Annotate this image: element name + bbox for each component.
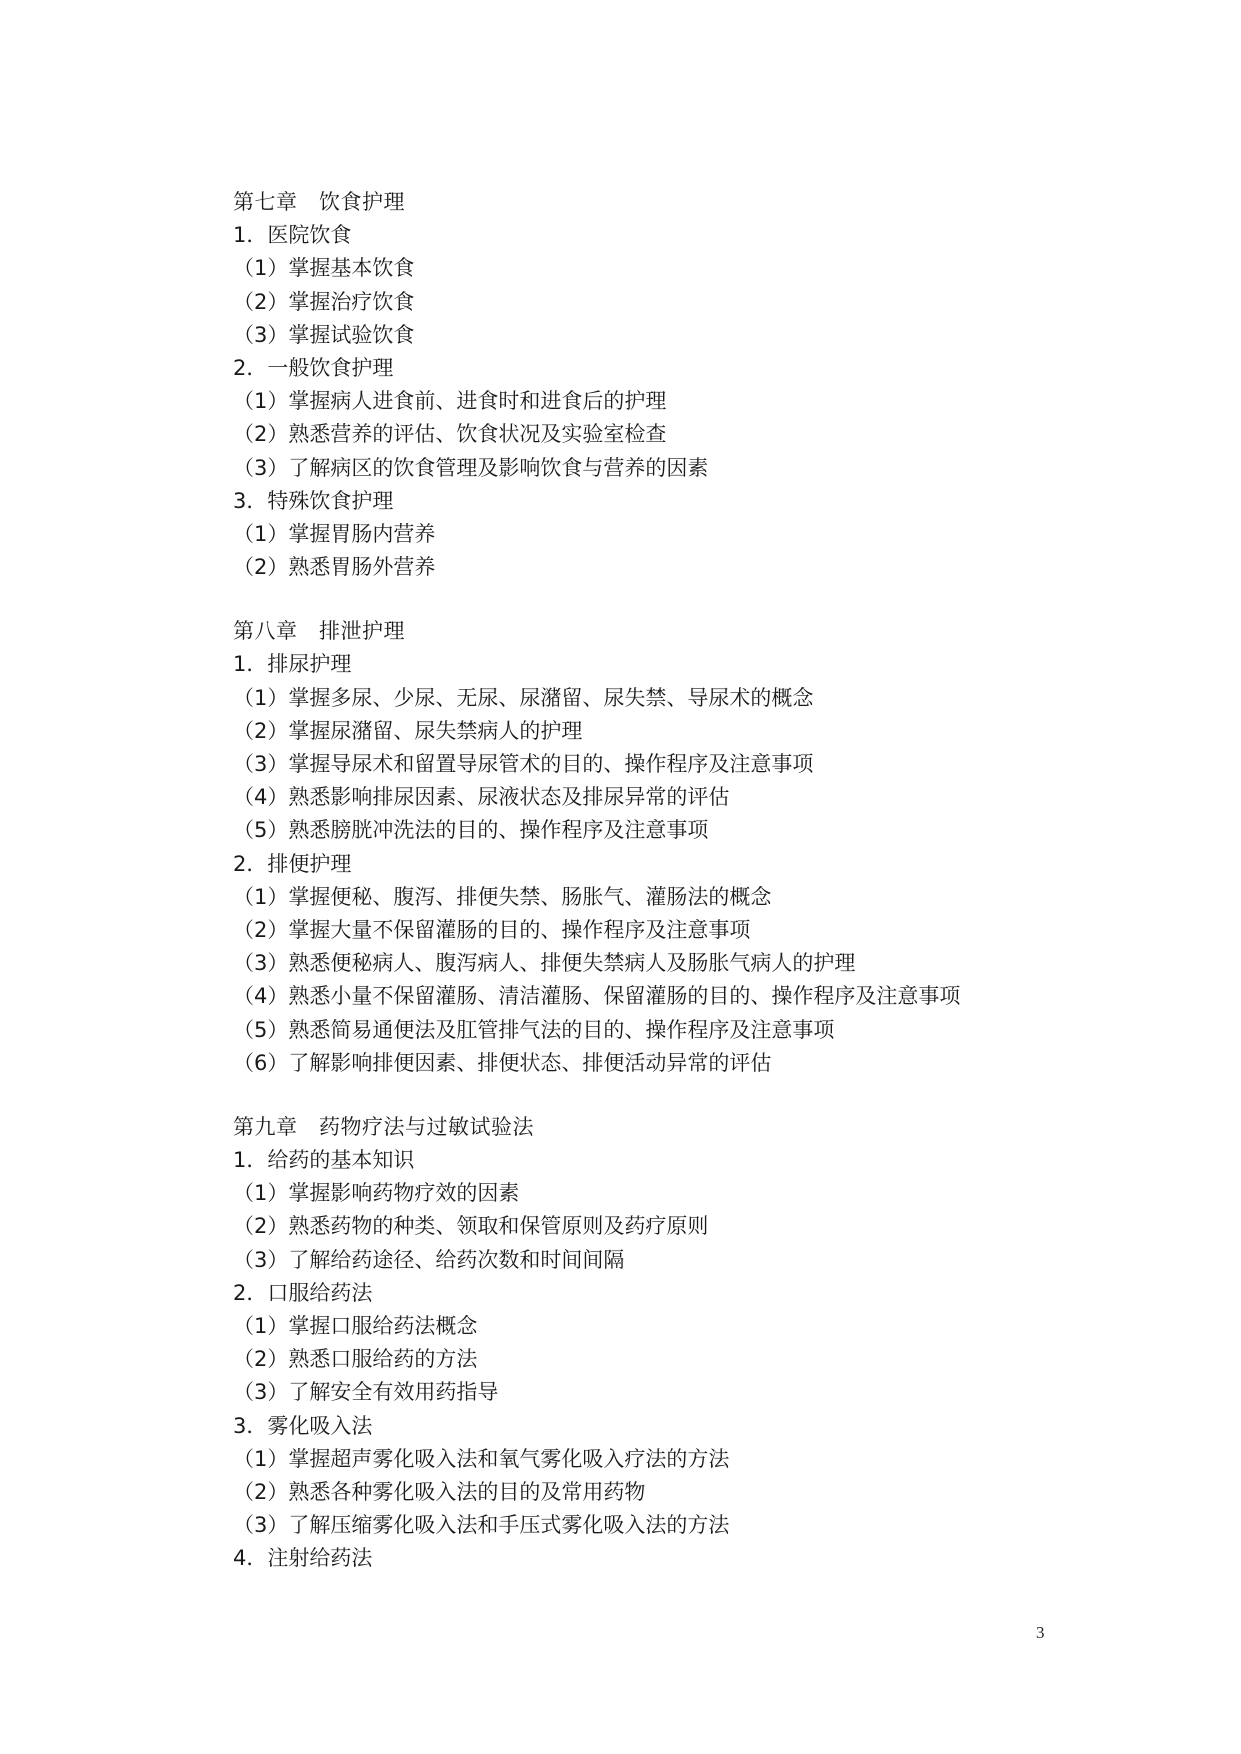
list-item: （1）掌握病人进食前、进食时和进食后的护理	[233, 389, 667, 414]
chapter-8-section	[233, 615, 1133, 1080]
list-item: 2．口服给药法	[233, 1280, 373, 1305]
list-item: （2）掌握治疗饮食	[233, 289, 415, 314]
list-item: （1）掌握超声雾化吸入法和氧气雾化吸入疗法的方法	[233, 1446, 730, 1471]
list-item: （6）了解影响排便因素、排便状态、排便活动异常的评估	[233, 1050, 772, 1075]
chapter-7-section	[233, 186, 1133, 584]
list-item: （5）熟悉膀胱冲洗法的目的、操作程序及注意事项	[233, 818, 709, 843]
list-item: （1）掌握多尿、少尿、无尿、尿潴留、尿失禁、导尿术的概念	[233, 685, 814, 710]
list-item: （2）掌握大量不保留灌肠的目的、操作程序及注意事项	[233, 917, 751, 942]
list-item: （2）熟悉各种雾化吸入法的目的及常用药物	[233, 1479, 646, 1504]
list-item: （2）熟悉营养的评估、饮食状况及实验室检查	[233, 422, 667, 447]
list-item: （2）熟悉药物的种类、领取和保管原则及药疗原则	[233, 1214, 709, 1239]
list-item: （2）熟悉口服给药的方法	[233, 1347, 478, 1372]
list-item: （1）掌握便秘、腹泻、排便失禁、肠胀气、灌肠法的概念	[233, 884, 772, 909]
section-spacer	[233, 1080, 1133, 1111]
list-item: （2）掌握尿潴留、尿失禁病人的护理	[233, 718, 583, 743]
list-item: （3）了解病区的饮食管理及影响饮食与营养的因素	[233, 455, 709, 480]
list-item: （5）熟悉简易通便法及肛管排气法的目的、操作程序及注意事项	[233, 1017, 835, 1042]
list-item: （3）掌握试验饮食	[233, 322, 415, 347]
section-spacer	[233, 584, 1133, 615]
list-item: （1）掌握胃肠内营养	[233, 521, 436, 546]
list-item: （1）掌握口服给药法概念	[233, 1314, 478, 1338]
list-item: 3．特殊饮食护理	[233, 488, 394, 513]
page-content	[233, 186, 1133, 1576]
list-item: 3．雾化吸入法	[233, 1413, 373, 1438]
list-item: （1）掌握影响药物疗效的因素	[233, 1181, 520, 1206]
list-item: 1．医院饮食	[233, 223, 352, 248]
chapter-title: 第九章 药物疗法与过敏试验法	[233, 1114, 534, 1139]
chapter-title: 第八章 排泄护理	[233, 619, 405, 644]
list-item: 1．排尿护理	[233, 652, 352, 677]
list-item: （3）了解安全有效用药指导	[233, 1380, 499, 1405]
list-item: 4．注射给药法	[233, 1546, 373, 1571]
list-item: （3）掌握导尿术和留置导尿管术的目的、操作程序及注意事项	[233, 752, 814, 776]
list-item: 2．一般饮食护理	[233, 355, 394, 380]
chapter-9-section	[233, 1111, 1133, 1576]
list-item: 1．给药的基本知识	[233, 1148, 415, 1173]
list-item: （3）熟悉便秘病人、腹泻病人、排便失禁病人及肠胀气病人的护理	[233, 951, 856, 976]
list-item: （3）了解压缩雾化吸入法和手压式雾化吸入法的方法	[233, 1513, 730, 1538]
list-item: 2．排便护理	[233, 851, 352, 876]
list-item: （2）熟悉胃肠外营养	[233, 555, 436, 580]
list-item: （3）了解给药途径、给药次数和时间间隔	[233, 1247, 625, 1272]
list-item: （1）掌握基本饮食	[233, 256, 415, 281]
page-number: 3	[1036, 1623, 1045, 1642]
list-item: （4）熟悉小量不保留灌肠、清洁灌肠、保留灌肠的目的、操作程序及注意事项	[233, 984, 961, 1009]
list-item: （4）熟悉影响排尿因素、尿液状态及排尿异常的评估	[233, 785, 730, 810]
chapter-title: 第七章 饮食护理	[233, 190, 405, 214]
